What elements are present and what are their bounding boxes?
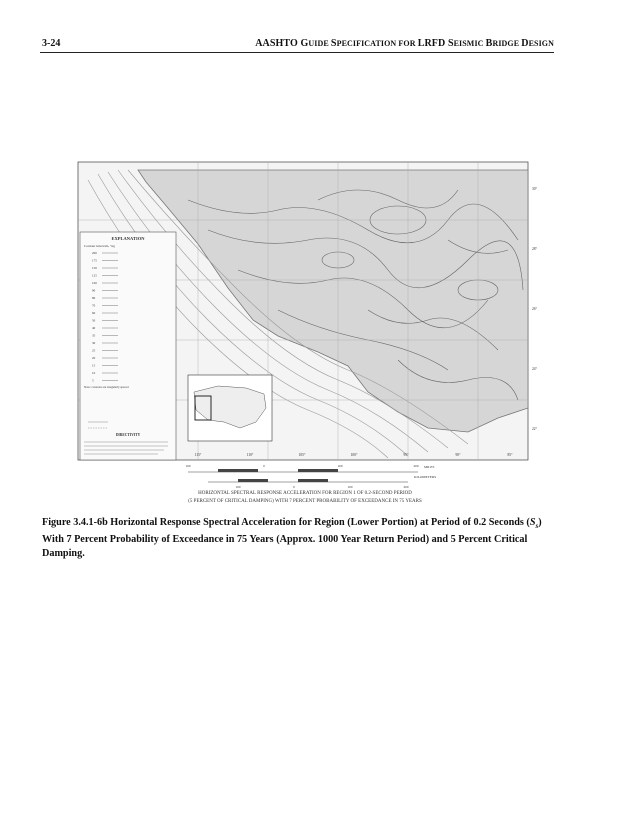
latitude-label: 30° — [532, 187, 538, 191]
scale-bar — [188, 469, 418, 482]
legend-value: 90 — [92, 288, 96, 293]
scale-miles-label: MILES — [424, 465, 435, 469]
legend-value: 35 — [92, 333, 96, 338]
legend-value: 25 — [92, 348, 96, 353]
longitude-label: 110° — [246, 453, 254, 457]
figure-caption: Figure 3.4.1-6b Horizontal Response Spectral Acceleration for Region (Lower Portion) at Period of 0.2 Seconds $(S_s)$ With 7 Percent Probability of Exceedance in 75 Years (Approx. 1000 Year Return Period) and 5 Percent Critical Damping. — [42, 517, 542, 560]
scale-mile-value: 0 — [263, 464, 265, 468]
scale-km-value: 100 — [235, 485, 241, 489]
scale-labels — [185, 464, 418, 489]
running-header: AASHTO GUIDE SPECIFICATION FOR LRFD SEISMIC BRIDGE DESIGN — [255, 38, 554, 49]
header-rule — [40, 52, 554, 53]
latitude-labels — [532, 187, 538, 431]
legend-value: 40 — [92, 326, 96, 330]
longitude-label: 115° — [194, 453, 202, 457]
latitude-label: 22° — [532, 427, 538, 431]
seismic-hazard-map-figure — [68, 160, 542, 510]
legend-value: 70 — [92, 303, 96, 308]
scale-km-value: 0 — [293, 485, 295, 489]
longitude-label: 85° — [507, 453, 513, 457]
legend-value: 175 — [92, 258, 97, 263]
explanation-subheading: Contour intervals, %g — [84, 244, 115, 248]
legend-value: 30 — [92, 341, 96, 345]
scale-km-value: 100 — [347, 485, 353, 489]
legend-value: 100 — [92, 281, 97, 285]
legend-value: 5 — [92, 378, 94, 383]
latitude-label: 24° — [532, 367, 538, 371]
explanation-heading: EXPLANATION — [111, 236, 145, 241]
directivity-heading: DIRECTIVITY — [115, 433, 141, 437]
scale-mile-value: 100 — [337, 464, 343, 468]
legend-value: 60 — [92, 311, 96, 315]
map-title-line1: HORIZONTAL SPECTRAL RESPONSE ACCELERATION FOR REGION 1 OF 0.2-SECOND PERIOD — [198, 491, 412, 496]
page-number: 3-24 — [42, 38, 61, 49]
longitude-label: 95° — [403, 453, 409, 457]
scale-kilometers-label: KILOMETERS — [414, 475, 437, 479]
longitude-label: 100° — [350, 453, 358, 457]
legend-value: 150 — [92, 266, 97, 270]
legend-value: 20 — [92, 356, 96, 360]
legend-value: 50 — [92, 318, 96, 323]
scale-mile-value: 200 — [413, 464, 419, 468]
latitude-label: 28° — [532, 247, 538, 251]
legend-value: 125 — [92, 273, 97, 278]
longitude-label: 90° — [455, 453, 461, 457]
scale-mile-value: 100 — [185, 464, 191, 468]
longitude-label: 105° — [298, 453, 306, 457]
contour-map — [68, 160, 542, 510]
scale-km-value: 200 — [403, 485, 409, 489]
contour-note: Note: contours are irregularly spaced — [84, 385, 129, 389]
latitude-label: 26° — [532, 307, 538, 311]
map-title-line2: (5 PERCENT OF CRITICAL DAMPING) WITH 7 PERCENT PROBABILITY OF EXCEEDANCE IN 75 YEARS — [188, 499, 422, 504]
legend-value: 80 — [92, 296, 96, 300]
legend-value: 200 — [92, 251, 97, 255]
legend-value: 10 — [92, 371, 96, 375]
legend-value: 15 — [92, 363, 96, 368]
